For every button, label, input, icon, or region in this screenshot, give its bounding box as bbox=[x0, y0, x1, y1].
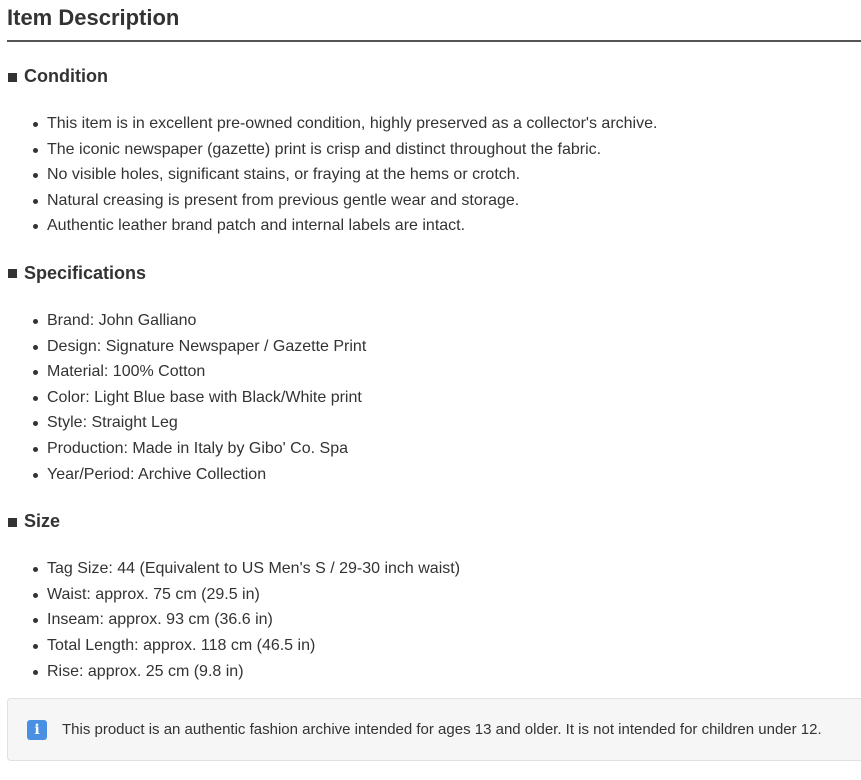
list-item: Inseam: approx. 93 cm (36.6 in) bbox=[7, 607, 861, 633]
square-bullet-icon bbox=[8, 269, 17, 278]
list-item: Total Length: approx. 118 cm (46.5 in) bbox=[7, 633, 861, 659]
list-item: Waist: approx. 75 cm (29.5 in) bbox=[7, 582, 861, 608]
section-heading-label: Size bbox=[24, 511, 61, 532]
section-size bbox=[7, 510, 861, 684]
specifications-list bbox=[7, 308, 861, 487]
list-item: Material: 100% Cotton bbox=[7, 359, 861, 385]
section-heading bbox=[7, 510, 861, 532]
square-bullet-icon bbox=[8, 73, 17, 82]
list-item: Natural creasing is present from previous gentle wear and storage. bbox=[7, 188, 861, 214]
list-item: Year/Period: Archive Collection bbox=[7, 462, 861, 488]
page-title: Item Description bbox=[7, 0, 861, 42]
list-item: Brand: John Galliano bbox=[7, 308, 861, 334]
list-item: Style: Straight Leg bbox=[7, 410, 861, 436]
section-specifications bbox=[7, 262, 861, 487]
list-item: Color: Light Blue base with Black/White print bbox=[7, 385, 861, 411]
notice-text: This product is an authentic fashion archive intended for ages 13 and older. It is not intended for children under 12. bbox=[62, 721, 822, 738]
list-item: Production: Made in Italy by Gibo' Co. Spa bbox=[7, 436, 861, 462]
list-item: Authentic leather brand patch and internal labels are intact. bbox=[7, 213, 861, 239]
section-heading-label: Condition bbox=[24, 66, 108, 86]
list-item: No visible holes, significant stains, or fraying at the hems or crotch. bbox=[7, 162, 861, 188]
section-heading-label: Specifications bbox=[24, 262, 147, 283]
section-heading bbox=[7, 65, 861, 87]
list-item: This item is in excellent pre-owned condition, highly preserved as a collector's archive. bbox=[7, 111, 861, 137]
section-heading bbox=[7, 262, 861, 284]
item-description bbox=[7, 0, 861, 684]
square-bullet-icon bbox=[8, 518, 17, 527]
list-item: Design: Signature Newspaper / Gazette Print bbox=[7, 334, 861, 360]
list-item: Tag Size: 44 (Equivalent to US Men's S / 29-30 inch waist) bbox=[7, 556, 861, 582]
section-condition bbox=[7, 65, 861, 239]
info-icon: i bbox=[27, 720, 47, 740]
condition-list bbox=[7, 111, 861, 239]
age-notice-box bbox=[7, 698, 861, 761]
list-item: Rise: approx. 25 cm (9.8 in) bbox=[7, 659, 861, 685]
list-item: The iconic newspaper (gazette) print is crisp and distinct throughout the fabric. bbox=[7, 137, 861, 163]
size-list bbox=[7, 556, 861, 684]
